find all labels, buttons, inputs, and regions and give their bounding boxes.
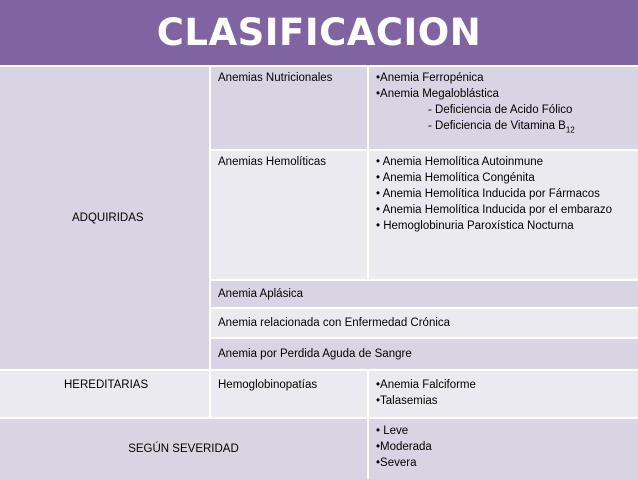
list-item: • Leve	[376, 425, 409, 437]
list-nutricionales	[369, 67, 638, 149]
title-bar	[0, 0, 638, 65]
category-hereditarias: HEREDITARIAS	[0, 371, 209, 417]
category-adquiridas	[0, 67, 209, 369]
type-cronica: Anemia relacionada con Enfermedad Crónica	[211, 309, 638, 337]
list-item: •Talasemias	[376, 395, 438, 407]
list-item: •Anemia Falciforme	[376, 379, 476, 391]
list-subitem: - Deficiencia de Vitamina $B_{12}$	[428, 120, 575, 135]
list-item: • Anemia Hemolítica Inducida por Fármacos	[376, 188, 600, 200]
category-adquiridas-label: ADQUIRIDAS	[72, 212, 144, 224]
list-item: • Anemia Hemolítica Autoinmune	[376, 156, 544, 168]
list-subitem: - Deficiencia de Acido Fólico	[428, 104, 573, 116]
list-item: •Anemia Megaloblástica	[376, 88, 499, 100]
list-item: • Anemia Hemolítica Inducida por el embarazo	[376, 204, 613, 216]
list-hereditarias	[369, 371, 638, 417]
list-severidad	[369, 419, 638, 479]
type-aguda: Anemia por Perdida Aguda de Sangre	[211, 339, 638, 369]
list-item: •Anemia Ferropénica	[376, 72, 484, 84]
page-title: CLASIFICACION	[156, 11, 482, 54]
list-hemoliticas	[369, 151, 638, 279]
list-item: • Anemia Hemolítica Congénita	[376, 172, 535, 184]
type-hemoliticas	[211, 151, 367, 279]
type-hemoglobinopatias: Hemoglobinopatías	[211, 371, 367, 417]
list-item: •Severa	[376, 457, 417, 469]
category-severidad: SEGÚN SEVERIDAD	[0, 419, 367, 479]
type-nutricionales	[211, 67, 367, 149]
type-aplasica: Anemia Aplásica	[211, 281, 638, 307]
subscript: 12	[565, 125, 575, 135]
type-hemoliticas-label: Anemias Hemolíticas	[218, 156, 327, 168]
type-nutricionales-label: Anemias Nutricionales	[218, 72, 333, 84]
list-item: • Hemoglobinuria Paroxística Nocturna	[376, 220, 574, 232]
list-item: •Moderada	[376, 441, 432, 453]
